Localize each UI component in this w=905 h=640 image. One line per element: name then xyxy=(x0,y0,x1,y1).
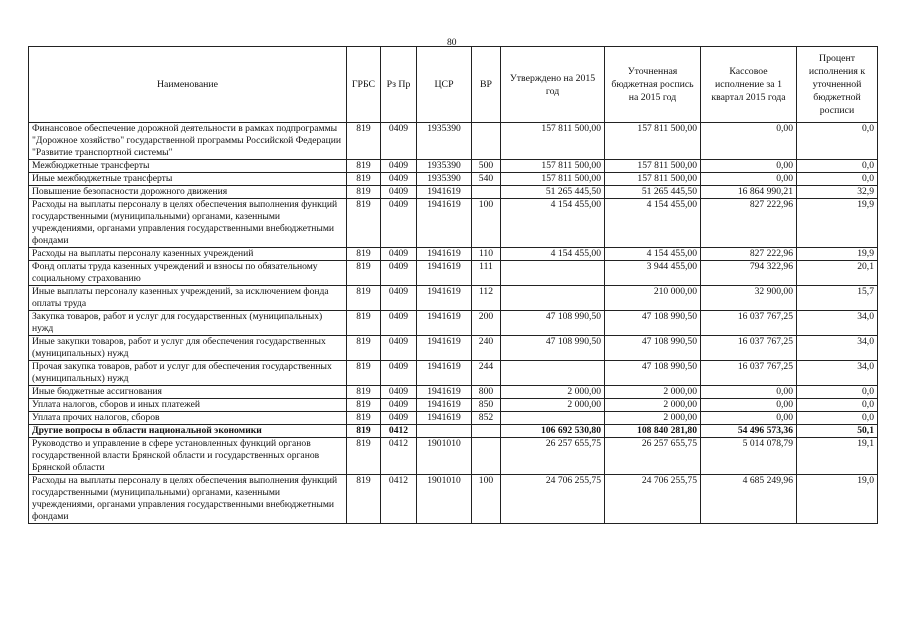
cell-vr xyxy=(472,186,501,199)
cell-vr: 100 xyxy=(472,199,501,248)
cell-name: Финансовое обеспечение дорожной деятельности в рамках подпрограммы "Дорожное хозяйство" государственной программы Российской Федерации "Развитие транспортной системы" xyxy=(29,123,347,160)
cell-vr: 500 xyxy=(472,160,501,173)
cell-refined: 2 000,00 xyxy=(605,399,701,412)
cell-name: Уплата налогов, сборов и иных платежей xyxy=(29,399,347,412)
cell-vr: 540 xyxy=(472,173,501,186)
cell-rzpr: 0409 xyxy=(381,160,417,173)
cell-refined: 157 811 500,00 xyxy=(605,173,701,186)
cell-csr xyxy=(417,425,472,438)
table-row xyxy=(29,160,878,173)
header-name: Наименование xyxy=(29,47,347,123)
cell-approved: 157 811 500,00 xyxy=(501,173,605,186)
cell-rzpr: 0409 xyxy=(381,248,417,261)
cell-grbs: 819 xyxy=(347,425,381,438)
cell-rzpr: 0409 xyxy=(381,386,417,399)
cell-name: Повышение безопасности дорожного движения xyxy=(29,186,347,199)
cell-grbs: 819 xyxy=(347,438,381,475)
cell-rzpr: 0409 xyxy=(381,336,417,361)
table-row xyxy=(29,173,878,186)
cell-cash: 794 322,96 xyxy=(701,261,797,286)
cell-rzpr: 0409 xyxy=(381,261,417,286)
cell-approved: 4 154 455,00 xyxy=(501,248,605,261)
header-cash: Кассовое исполнение за 1 квартал 2015 года xyxy=(701,47,797,123)
cell-percent: 34,0 xyxy=(797,311,878,336)
header-approved: Утверждено на 2015 год xyxy=(501,47,605,123)
table-row xyxy=(29,386,878,399)
cell-name: Расходы на выплаты персоналу в целях обеспечения выполнения функций государственными (муниципальными) органами, казенными учреждениями, органами управления государственными внебюджетными фондами xyxy=(29,199,347,248)
cell-rzpr: 0412 xyxy=(381,438,417,475)
cell-approved xyxy=(501,286,605,311)
cell-cash: 16 037 767,25 xyxy=(701,361,797,386)
cell-rzpr: 0409 xyxy=(381,311,417,336)
cell-percent: 50,1 xyxy=(797,425,878,438)
cell-vr: 112 xyxy=(472,286,501,311)
cell-refined: 3 944 455,00 xyxy=(605,261,701,286)
cell-rzpr: 0409 xyxy=(381,361,417,386)
cell-rzpr: 0409 xyxy=(381,123,417,160)
cell-vr xyxy=(472,425,501,438)
table-row xyxy=(29,399,878,412)
cell-name: Руководство и управление в сфере установленных функций органов государственной власти Брянской области и государственных органов Брянской области xyxy=(29,438,347,475)
cell-refined: 108 840 281,80 xyxy=(605,425,701,438)
cell-refined: 51 265 445,50 xyxy=(605,186,701,199)
cell-cash: 827 222,96 xyxy=(701,248,797,261)
cell-grbs: 819 xyxy=(347,386,381,399)
cell-vr: 244 xyxy=(472,361,501,386)
cell-name: Другие вопросы в области национальной экономики xyxy=(29,425,347,438)
cell-csr: 1941619 xyxy=(417,186,472,199)
table-row xyxy=(29,199,878,248)
cell-approved: 26 257 655,75 xyxy=(501,438,605,475)
cell-name: Фонд оплаты труда казенных учреждений и взносы по обязательному социальному страхованию xyxy=(29,261,347,286)
cell-percent: 0,0 xyxy=(797,173,878,186)
cell-grbs: 819 xyxy=(347,261,381,286)
cell-approved xyxy=(501,412,605,425)
cell-approved: 24 706 255,75 xyxy=(501,475,605,524)
cell-name: Иные межбюджетные трансферты xyxy=(29,173,347,186)
table-row xyxy=(29,186,878,199)
cell-percent: 19,9 xyxy=(797,248,878,261)
cell-approved: 157 811 500,00 xyxy=(501,123,605,160)
cell-percent: 34,0 xyxy=(797,336,878,361)
cell-approved: 2 000,00 xyxy=(501,386,605,399)
cell-grbs: 819 xyxy=(347,475,381,524)
cell-cash: 4 685 249,96 xyxy=(701,475,797,524)
cell-grbs: 819 xyxy=(347,336,381,361)
table-row xyxy=(29,286,878,311)
cell-percent: 19,1 xyxy=(797,438,878,475)
cell-grbs: 819 xyxy=(347,173,381,186)
cell-vr: 800 xyxy=(472,386,501,399)
cell-percent: 0,0 xyxy=(797,160,878,173)
cell-name: Прочая закупка товаров, работ и услуг для обеспечения государственных (муниципальных) нужд xyxy=(29,361,347,386)
cell-csr: 1941619 xyxy=(417,386,472,399)
cell-percent: 0,0 xyxy=(797,412,878,425)
cell-vr: 100 xyxy=(472,475,501,524)
cell-name: Уплата прочих налогов, сборов xyxy=(29,412,347,425)
cell-percent: 32,9 xyxy=(797,186,878,199)
cell-cash: 32 900,00 xyxy=(701,286,797,311)
cell-cash: 0,00 xyxy=(701,386,797,399)
cell-grbs: 819 xyxy=(347,361,381,386)
cell-csr: 1901010 xyxy=(417,475,472,524)
cell-refined: 4 154 455,00 xyxy=(605,199,701,248)
cell-name: Расходы на выплаты персоналу казенных учреждений xyxy=(29,248,347,261)
cell-csr: 1935390 xyxy=(417,173,472,186)
cell-csr: 1901010 xyxy=(417,438,472,475)
page-number: 80 xyxy=(447,38,457,48)
cell-percent: 0,0 xyxy=(797,399,878,412)
cell-cash: 827 222,96 xyxy=(701,199,797,248)
header-csr: ЦСР xyxy=(417,47,472,123)
cell-csr: 1941619 xyxy=(417,286,472,311)
cell-rzpr: 0409 xyxy=(381,286,417,311)
table-row xyxy=(29,475,878,524)
cell-csr: 1941619 xyxy=(417,248,472,261)
cell-rzpr: 0409 xyxy=(381,186,417,199)
cell-refined: 47 108 990,50 xyxy=(605,336,701,361)
cell-csr: 1941619 xyxy=(417,336,472,361)
cell-cash: 0,00 xyxy=(701,123,797,160)
cell-grbs: 819 xyxy=(347,160,381,173)
cell-grbs: 819 xyxy=(347,311,381,336)
cell-cash: 0,00 xyxy=(701,412,797,425)
cell-grbs: 819 xyxy=(347,186,381,199)
cell-percent: 19,0 xyxy=(797,475,878,524)
table-row xyxy=(29,412,878,425)
cell-vr: 850 xyxy=(472,399,501,412)
cell-vr: 852 xyxy=(472,412,501,425)
header-percent: Процент исполнения к уточненной бюджетной росписи xyxy=(797,47,878,123)
cell-grbs: 819 xyxy=(347,248,381,261)
cell-vr: 110 xyxy=(472,248,501,261)
cell-refined: 26 257 655,75 xyxy=(605,438,701,475)
cell-refined: 210 000,00 xyxy=(605,286,701,311)
cell-cash: 0,00 xyxy=(701,399,797,412)
cell-grbs: 819 xyxy=(347,399,381,412)
table-row xyxy=(29,336,878,361)
cell-refined: 4 154 455,00 xyxy=(605,248,701,261)
table-body xyxy=(29,123,878,524)
cell-approved: 106 692 530,80 xyxy=(501,425,605,438)
table-row xyxy=(29,248,878,261)
cell-csr: 1941619 xyxy=(417,399,472,412)
cell-csr: 1941619 xyxy=(417,412,472,425)
cell-refined: 47 108 990,50 xyxy=(605,361,701,386)
cell-vr: 240 xyxy=(472,336,501,361)
cell-name: Иные выплаты персоналу казенных учреждений, за исключением фонда оплаты труда xyxy=(29,286,347,311)
cell-approved: 47 108 990,50 xyxy=(501,311,605,336)
cell-vr: 111 xyxy=(472,261,501,286)
cell-csr: 1941619 xyxy=(417,199,472,248)
table-row xyxy=(29,425,878,438)
cell-rzpr: 0409 xyxy=(381,399,417,412)
cell-cash: 16 037 767,25 xyxy=(701,336,797,361)
cell-rzpr: 0409 xyxy=(381,173,417,186)
cell-grbs: 819 xyxy=(347,412,381,425)
cell-rzpr: 0409 xyxy=(381,412,417,425)
cell-rzpr: 0412 xyxy=(381,425,417,438)
cell-approved: 47 108 990,50 xyxy=(501,336,605,361)
cell-name: Иные закупки товаров, работ и услуг для обеспечения государственных (муниципальных) нужд xyxy=(29,336,347,361)
header-refined: Уточненная бюджетная роспись на 2015 год xyxy=(605,47,701,123)
budget-table xyxy=(28,46,878,524)
cell-percent: 0,0 xyxy=(797,123,878,160)
cell-approved xyxy=(501,261,605,286)
cell-percent: 34,0 xyxy=(797,361,878,386)
table-header xyxy=(29,47,878,123)
header-grbs: ГРБС xyxy=(347,47,381,123)
cell-refined: 2 000,00 xyxy=(605,412,701,425)
cell-csr: 1935390 xyxy=(417,160,472,173)
cell-cash: 16 864 990,21 xyxy=(701,186,797,199)
cell-refined: 2 000,00 xyxy=(605,386,701,399)
cell-cash: 0,00 xyxy=(701,173,797,186)
cell-cash: 54 496 573,36 xyxy=(701,425,797,438)
cell-name: Закупка товаров, работ и услуг для государственных (муниципальных) нужд xyxy=(29,311,347,336)
cell-approved: 157 811 500,00 xyxy=(501,160,605,173)
cell-csr: 1941619 xyxy=(417,311,472,336)
cell-csr: 1935390 xyxy=(417,123,472,160)
cell-grbs: 819 xyxy=(347,286,381,311)
cell-approved: 51 265 445,50 xyxy=(501,186,605,199)
cell-vr: 200 xyxy=(472,311,501,336)
cell-refined: 47 108 990,50 xyxy=(605,311,701,336)
cell-percent: 0,0 xyxy=(797,386,878,399)
cell-refined: 157 811 500,00 xyxy=(605,123,701,160)
cell-rzpr: 0409 xyxy=(381,199,417,248)
cell-refined: 157 811 500,00 xyxy=(605,160,701,173)
cell-name: Иные бюджетные ассигнования xyxy=(29,386,347,399)
cell-vr xyxy=(472,438,501,475)
cell-rzpr: 0412 xyxy=(381,475,417,524)
cell-percent: 20,1 xyxy=(797,261,878,286)
cell-percent: 15,7 xyxy=(797,286,878,311)
cell-name: Расходы на выплаты персоналу в целях обеспечения выполнения функций государственными (муниципальными) органами, казенными учреждениями, органами управления государственными внебюджетными фондами xyxy=(29,475,347,524)
cell-approved xyxy=(501,361,605,386)
cell-cash: 16 037 767,25 xyxy=(701,311,797,336)
table-row xyxy=(29,311,878,336)
cell-grbs: 819 xyxy=(347,123,381,160)
header-rzpr: Рз Пр xyxy=(381,47,417,123)
table-row xyxy=(29,438,878,475)
cell-vr xyxy=(472,123,501,160)
table-row xyxy=(29,261,878,286)
cell-name: Межбюджетные трансферты xyxy=(29,160,347,173)
header-vr: ВР xyxy=(472,47,501,123)
cell-grbs: 819 xyxy=(347,199,381,248)
cell-percent: 19,9 xyxy=(797,199,878,248)
cell-csr: 1941619 xyxy=(417,261,472,286)
table-row xyxy=(29,361,878,386)
cell-approved: 4 154 455,00 xyxy=(501,199,605,248)
cell-approved: 2 000,00 xyxy=(501,399,605,412)
cell-csr: 1941619 xyxy=(417,361,472,386)
cell-cash: 5 014 078,79 xyxy=(701,438,797,475)
table-row xyxy=(29,123,878,160)
cell-cash: 0,00 xyxy=(701,160,797,173)
cell-refined: 24 706 255,75 xyxy=(605,475,701,524)
